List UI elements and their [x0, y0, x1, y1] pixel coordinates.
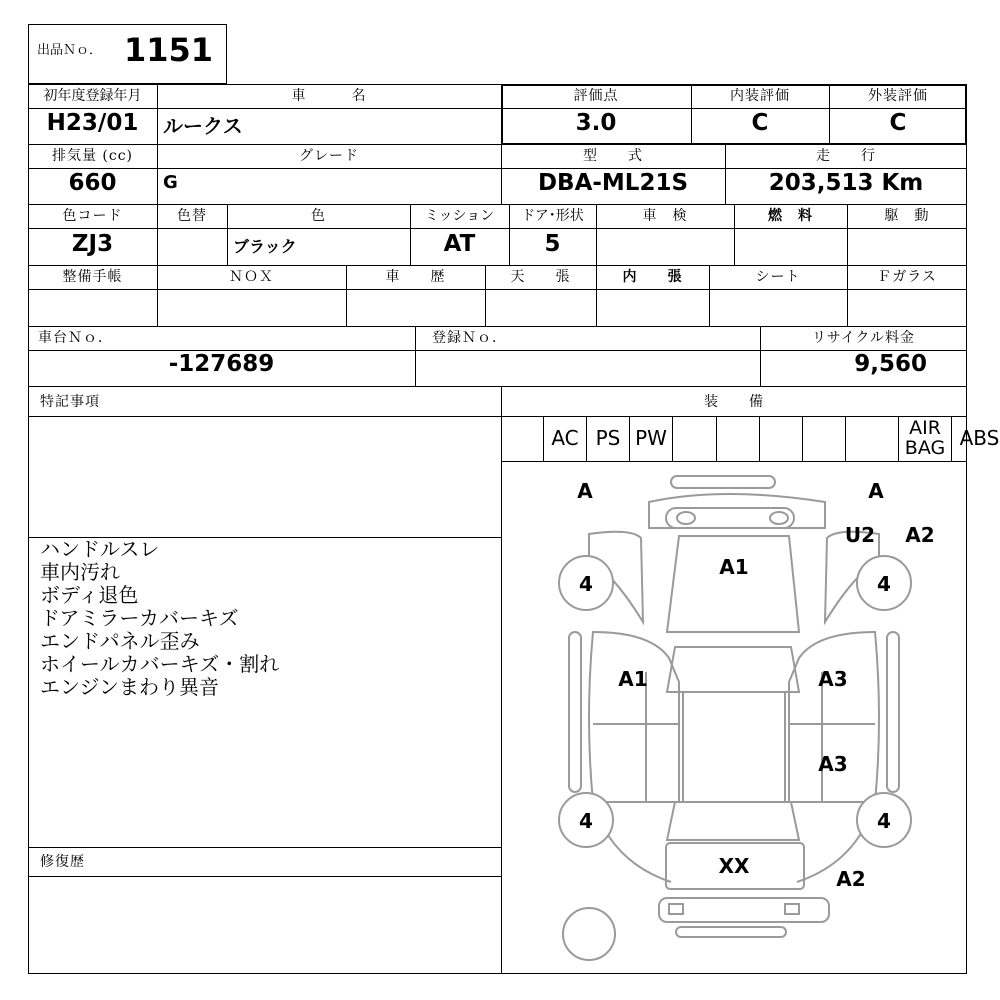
equipment-item: PW [629, 416, 672, 461]
mark-right-top1: U2 [844, 523, 876, 547]
score-value: 3.0 [575, 110, 617, 136]
transmission-label: ミッション [424, 208, 495, 224]
inspection-label: 車 検 [642, 208, 688, 224]
car-diagram [501, 462, 967, 974]
chassis-label: 車台Ｎｏ． [38, 330, 113, 346]
equipment-item: AC [543, 416, 586, 461]
nox-label: ＮＯＸ [229, 269, 274, 285]
lot-number-box [28, 24, 227, 84]
note-line: ドアミラーカバーキズ [40, 606, 239, 630]
mark-left-door: A1 [618, 667, 648, 691]
color-code-label: 色コード [62, 208, 123, 224]
grade-label: グレード [299, 148, 359, 164]
tire-front-right-mark: 4 [877, 572, 891, 596]
equipment-label: 装 備 [704, 394, 764, 410]
drive-label: 駆 動 [884, 208, 930, 224]
first-reg-value: H23/01 [46, 110, 139, 136]
exterior-label: 外装評価 [868, 88, 928, 104]
chassis-value: -127689 [168, 351, 275, 377]
displacement-value: 660 [68, 170, 117, 196]
headliner-label: 天 張 [510, 269, 571, 285]
notes-list [40, 538, 279, 699]
maintenance-label: 整備手帳 [62, 269, 123, 285]
equipment-item [845, 416, 898, 461]
color-code-value: ZJ3 [71, 231, 114, 257]
note-line: ボディ退色 [40, 583, 139, 607]
grade-value: G [163, 172, 178, 193]
doors-label: ドア･形状 [521, 208, 584, 224]
color-label: 色 [311, 208, 326, 224]
equipment-item [672, 416, 716, 461]
mileage-label: 走 行 [816, 148, 876, 164]
note-line: ホイールカバーキズ・割れ [40, 652, 280, 676]
note-line: ハンドルスレ [40, 537, 160, 561]
model-label: 型 式 [583, 148, 643, 164]
mark-hood: A1 [719, 555, 749, 579]
mark-front-right: A [868, 479, 884, 503]
transmission-value: AT [443, 231, 476, 257]
note-line: エンドパネル歪み [40, 629, 200, 653]
equipment-item: ABS [951, 416, 1000, 461]
notes-label: 特記事項 [40, 394, 100, 410]
equipment-item: AIR BAG [898, 416, 951, 461]
interior-value: C [751, 110, 769, 136]
car-name-value: ルークス [163, 114, 243, 138]
exterior-value: C [889, 110, 907, 136]
interior-trim-label: 内 張 [622, 269, 683, 285]
mark-right-top2: A2 [905, 523, 935, 547]
mileage-value: 203,513 Km [768, 170, 924, 196]
equipment-item [501, 416, 543, 461]
recycle-value: 9,560 [854, 351, 927, 377]
seat-label: シート [755, 269, 801, 285]
lot-number-value: 1151 [124, 31, 214, 69]
interior-label: 内装評価 [730, 88, 790, 104]
fglass-label: Ｆガラス [877, 269, 937, 285]
mark-right-rear-door: A3 [818, 752, 848, 776]
recycle-label: リサイクル料金 [811, 330, 916, 346]
mark-rear: XX [718, 854, 750, 878]
note-line: エンジンまわり異音 [40, 675, 219, 699]
color-value: ブラック [233, 237, 297, 256]
doors-value: 5 [544, 231, 561, 257]
equipment-item: PS [586, 416, 629, 461]
displacement-label: 排気量 (cc) [51, 148, 134, 164]
tire-rear-right-mark: 4 [877, 809, 891, 833]
mark-right-front-door: A3 [818, 667, 848, 691]
fuel-label: 燃 料 [768, 208, 813, 224]
mark-front-left: A [577, 479, 593, 503]
score-label: 評価点 [573, 88, 619, 104]
first-reg-label: 初年度登録年月 [43, 88, 142, 104]
equipment-item [716, 416, 759, 461]
color-change-label: 色替 [177, 208, 207, 224]
registration-label: 登録Ｎｏ． [432, 330, 507, 346]
repair-label: 修復歴 [40, 854, 85, 870]
history-label: 車 歴 [385, 269, 446, 285]
car-name-label: 車 名 [291, 88, 367, 104]
tire-front-left-mark: 4 [579, 572, 593, 596]
equipment-item [802, 416, 845, 461]
tire-rear-left-mark: 4 [579, 809, 593, 833]
lot-number-label: 出品Ｎｏ． [37, 43, 103, 58]
equipment-item [759, 416, 802, 461]
note-line: 車内汚れ [40, 560, 120, 584]
mark-rear-right: A2 [836, 867, 866, 891]
model-value: DBA-ML21S [537, 170, 689, 196]
